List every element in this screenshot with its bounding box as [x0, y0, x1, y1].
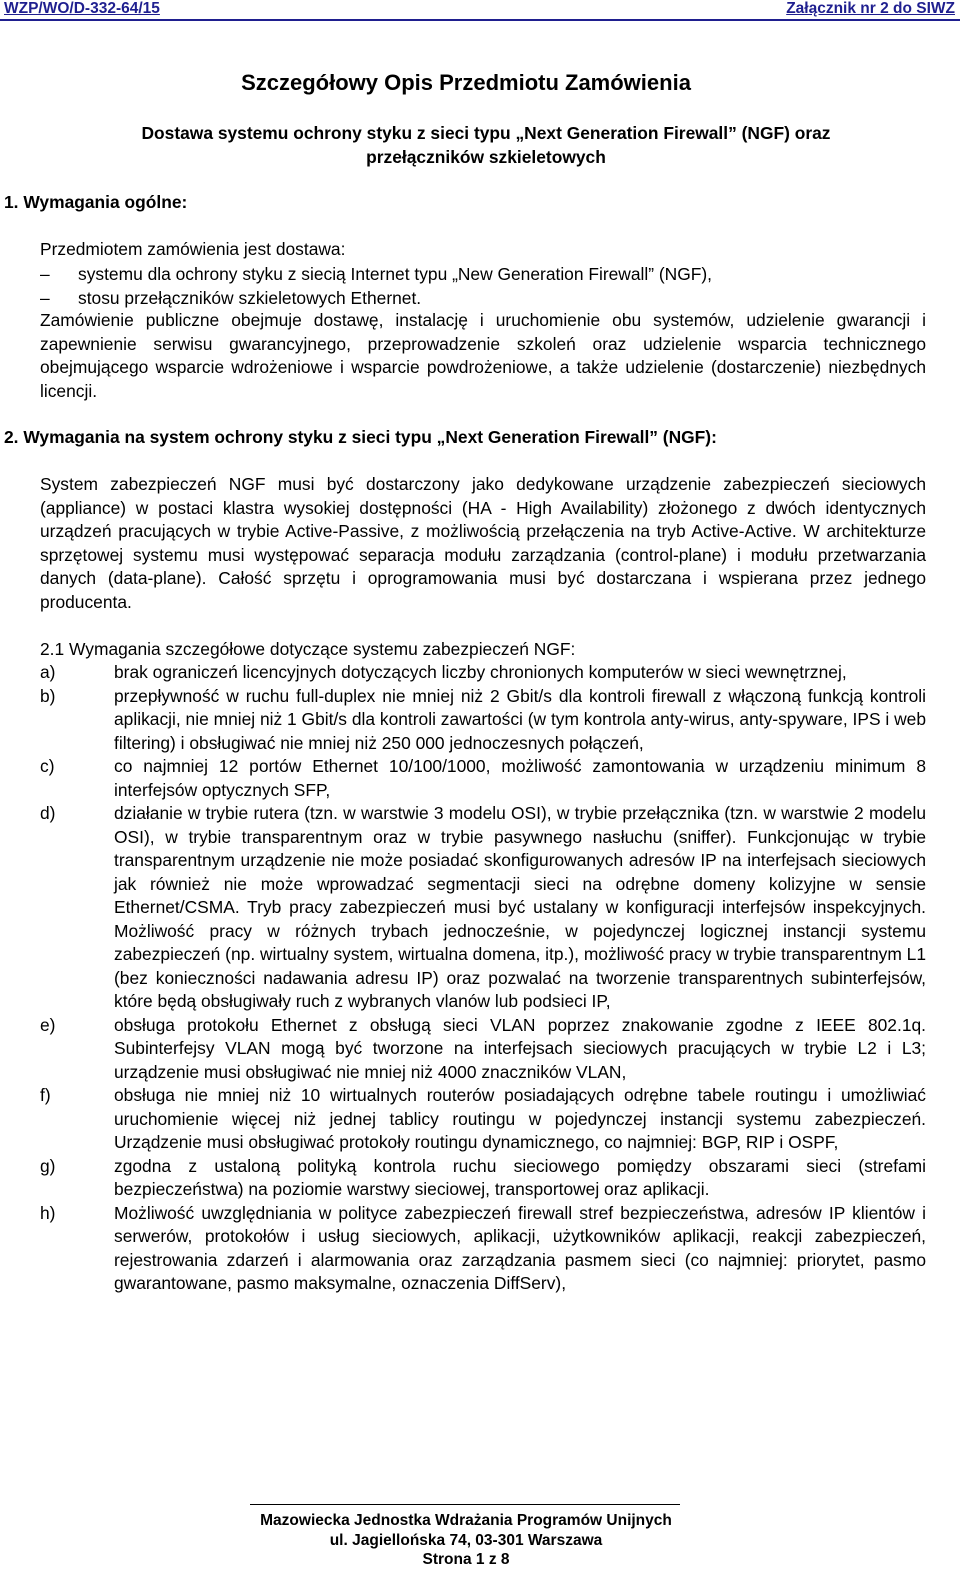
requirements-list	[40, 661, 926, 1296]
section-2-heading: 2. Wymagania na system ochrony styku z sieci typu „Next Generation Firewall” (NGF):	[4, 427, 717, 447]
list-item-text: co najmniej 12 portów Ethernet 10/100/1000, możliwość zamontowania w urządzeniu minimum 8 interfejsów optycznych SFP,	[114, 756, 926, 800]
attachment-label: Załącznik nr 2 do SIWZ	[786, 0, 955, 17]
page-header	[0, 0, 960, 19]
subtitle-line-1: Dostawa systemu ochrony styku z sieci typu „Next Generation Firewall” (NGF) oraz	[141, 123, 831, 143]
list-item-text: przepływność w ruchu full-duplex nie mniej niż 2 Gbit/s dla kontroli firewall z włączoną funkcją kontroli aplikacji, nie mniej niż 1 Gbit/s dla kontroli zawartości (w tym kontrola anty-wirus, anty-spyware, IPS i web filtering) i obsługiwać nie mniej niż 250 000 jednoczesnych połączeń,	[114, 685, 926, 753]
list-marker: a)	[40, 662, 56, 682]
header-divider	[0, 19, 960, 21]
list-item	[40, 1014, 926, 1085]
list-item-text: stosu przełączników szkieletowych Ethernet.	[78, 288, 422, 308]
section-1-heading: 1. Wymagania ogólne:	[4, 192, 188, 212]
footer-divider	[250, 1504, 680, 1505]
list-item-text: działanie w trybie rutera (tzn. w warstwie 3 modelu OSI), w trybie przełącznika (tzn. w warstwie 2 modelu OSI), w trybie transparentnym oraz w trybie pasywnego nasłuchu (sniffer). Funkcjonując w trybie transparentnym urządzenie nie może posiadać skonfigurowanych adresów IP na interfejsach sieciowych jak również nie może wprowadzać segmentacji sieci na odrębne domeny kolizyjne w sensie Ethernet/CSMA. Tryb pracy zabezpieczeń musi być ustalany w konfiguracji interfejsów inspekcyjnych. Możliwość pracy w różnych trybach jednocześnie, w pojedynczej logicznej instancji systemu zabezpieczeń (np. wirtualny system, wirtualna domena, itp.), możliwość pracy w trybie transparentnym L1 (bez konieczności nadawania adresu IP) oraz pozwalać na tworzenie transparentnych subinterfejsów, które będą obsługiwały ruch z wybranych vlanów lub podsieci IP,	[114, 803, 926, 1011]
list-item-text: brak ograniczeń licencyjnych dotyczących liczby chronionych komputerów w sieci wewnętrznej,	[114, 662, 847, 682]
list-marker: e)	[40, 1014, 56, 1035]
page-title: Szczegółowy Opis Przedmiotu Zamówienia	[241, 70, 691, 95]
list-item	[40, 755, 926, 802]
list-marker: d)	[40, 803, 56, 823]
list-item	[40, 1202, 926, 1296]
list-item	[40, 802, 926, 1014]
document-reference: WZP/WO/D-332-64/15	[4, 0, 160, 17]
list-item-text: zgodna z ustaloną polityką kontrola ruchu sieciowego pomiędzy obszarami sieci (strefami bezpieczeństwa) na poziomie warstwy sieciowej, transportowej oraz aplikacji.	[114, 1155, 926, 1199]
page-number: Strona 1 z 8	[422, 1551, 510, 1568]
list-marker: b)	[40, 685, 56, 706]
footer-address: ul. Jagiellońska 74, 03-301 Warszawa	[329, 1532, 603, 1549]
list-item	[40, 685, 926, 756]
list-marker: g)	[40, 1155, 56, 1176]
list-item	[40, 661, 926, 685]
list-item-text: systemu dla ochrony styku z siecią Internet typu „New Generation Firewall” (NGF),	[78, 264, 713, 284]
section-1-intro: Przedmiotem zamówienia jest dostawa:	[40, 239, 346, 259]
subtitle	[40, 121, 932, 169]
dash-bullet: –	[40, 288, 50, 308]
list-marker: h)	[40, 1202, 56, 1223]
list-marker: c)	[40, 756, 55, 776]
section-2-1-heading: 2.1 Wymagania szczegółowe dotyczące systemu zabezpieczeń NGF:	[40, 639, 576, 659]
list-item	[40, 1084, 926, 1155]
section-1-paragraph: Zamówienie publiczne obejmuje dostawę, instalację i uruchomienie obu systemów, udzielenie gwarancji i zapewnienie serwisu gwarancyjnego, przeprowadzenie szkoleń oraz udzielenie wsparcia technicznego obejmującego wsparcie wdrożeniowe i wsparcie powdrożeniowe, a także udzielenie (dostarczenie) niezbędnych licencji.	[40, 310, 926, 401]
section-2-paragraph: System zabezpieczeń NGF musi być dostarczony jako dedykowane urządzenie zabezpieczeń sieciowych (appliance) w postaci klastra wysokiej dostępności (HA - High Availability) złożonego z dwóch identycznych urządzeń pracujących w trybie Active-Passive, z możliwością przełączenia na tryb Active-Active. W architekturze sprzętowej systemu musi występować separacja modułu zarządzania (control-plane) i modułu przetwarzania danych (data-plane). Całość sprzętu i oprogramowania musi być dostarczana i wspierana przez jednego producenta.	[40, 474, 926, 612]
list-marker: f)	[40, 1085, 51, 1105]
subtitle-line-2: przełączników szkieletowych	[366, 147, 606, 167]
list-item-text: Możliwość uwzględniania w polityce zabezpieczeń firewall stref bezpieczeństwa, adresów IP klientów i serwerów, protokołów i usług sieciowych, aplikacji, użytkowników aplikacji, reakcji zabezpieczeń, rejestrowania zdarzeń i alarmowania oraz zarządzania pasmem sieci (co najmniej: priorytet, pasmo gwarantowane, pasmo maksymalne, oznaczenia DiffServ),	[114, 1202, 926, 1293]
dash-bullet: –	[40, 264, 50, 284]
list-item-text: obsługa protokołu Ethernet z obsługą sieci VLAN poprzez znakowanie zgodne z IEEE 802.1q. Subinterfejsy VLAN mogą być tworzone na interfejsach sieciowych pracujących w trybie L2 i L3; urządzenie musi obsługiwać nie mniej niż 4000 znaczników VLAN,	[114, 1014, 926, 1082]
list-item-text: obsługa nie mniej niż 10 wirtualnych routerów posiadających odrębne tabele routingu i umożliwiać uruchomienie więcej niż jednej tablicy routingu w pojedynczej instancji systemu zabezpieczeń. Urządzenie musi obsługiwać protokoły routingu dynamicznego, co najmniej: BGP, RIP i OSPF,	[114, 1085, 926, 1152]
list-item	[40, 1155, 926, 1202]
footer-organization: Mazowiecka Jednostka Wdrażania Programów Unijnych	[260, 1512, 672, 1529]
